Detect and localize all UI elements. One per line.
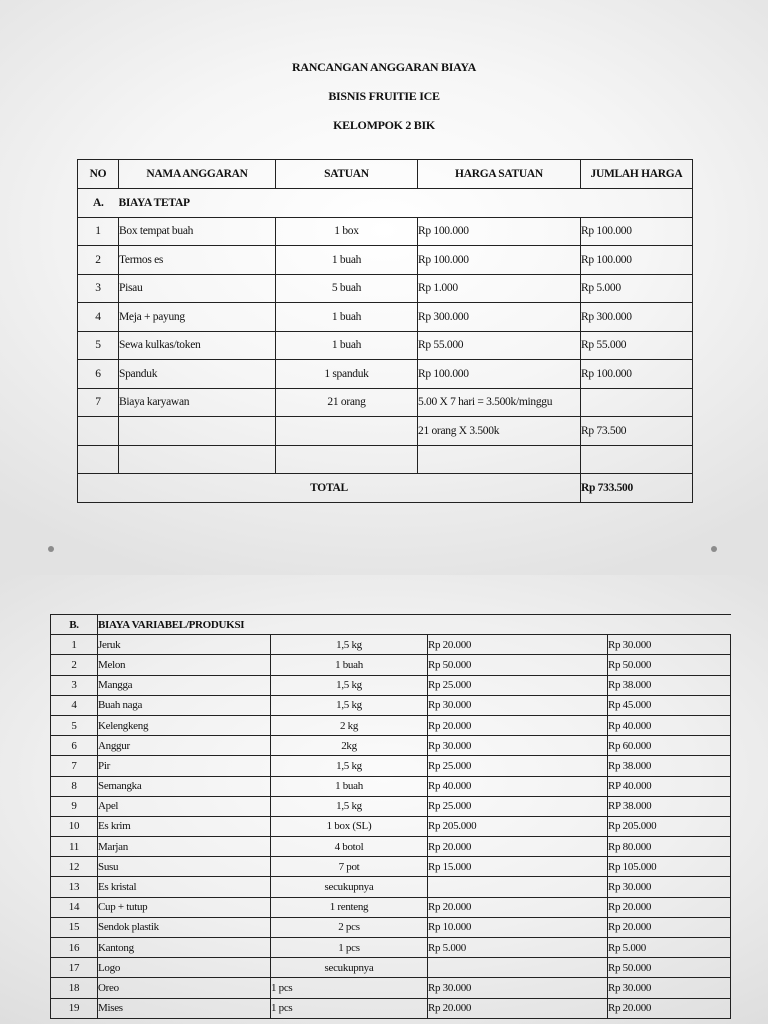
row-name: Susu — [98, 857, 271, 877]
total-label: TOTAL — [78, 474, 581, 503]
row-price: Rp 20.000 — [428, 715, 608, 735]
row-total: Rp 20.000 — [608, 998, 731, 1018]
row-name: Biaya karyawan — [119, 388, 276, 417]
row-no: 15 — [51, 917, 98, 937]
row-no: 2 — [78, 246, 119, 275]
row-total — [581, 388, 693, 417]
table-row — [78, 274, 693, 303]
row-unit: 1,5 kg — [271, 675, 428, 695]
row-name: Oreo — [98, 978, 271, 998]
table-row — [51, 715, 731, 735]
table-row — [78, 417, 693, 446]
col-header-total: JUMLAH HARGA — [581, 160, 693, 189]
row-no: 18 — [51, 978, 98, 998]
row-price: Rp 20.000 — [428, 998, 608, 1018]
row-no: 3 — [51, 675, 98, 695]
row-price: Rp 5.000 — [428, 938, 608, 958]
row-name: Anggur — [98, 736, 271, 756]
row-name: Sendok plastik — [98, 917, 271, 937]
row-total: Rp 55.000 — [581, 331, 693, 360]
row-price: Rp 300.000 — [418, 303, 581, 332]
row-total: Rp 38.000 — [608, 756, 731, 776]
row-total — [581, 445, 693, 474]
row-name: Mangga — [98, 675, 271, 695]
row-name: Spanduk — [119, 360, 276, 389]
row-price: Rp 30.000 — [428, 978, 608, 998]
row-total: Rp 100.000 — [581, 217, 693, 246]
row-unit: 2kg — [271, 736, 428, 756]
row-price: Rp 20.000 — [428, 837, 608, 857]
row-name — [119, 445, 276, 474]
table-row — [78, 331, 693, 360]
row-price: Rp 1.000 — [418, 274, 581, 303]
row-unit: 1 buah — [271, 655, 428, 675]
row-no: 3 — [78, 274, 119, 303]
row-total: RP 38.000 — [608, 796, 731, 816]
row-no: 1 — [51, 635, 98, 655]
row-name: Semangka — [98, 776, 271, 796]
row-price: Rp 25.000 — [428, 756, 608, 776]
row-no: 17 — [51, 958, 98, 978]
row-total: Rp 50.000 — [608, 655, 731, 675]
row-unit: 5 buah — [276, 274, 418, 303]
row-name: Marjan — [98, 837, 271, 857]
table-row — [51, 776, 731, 796]
row-total: Rp 80.000 — [608, 837, 731, 857]
row-name: Melon — [98, 655, 271, 675]
row-name: Mises — [98, 998, 271, 1018]
row-total: Rp 45.000 — [608, 695, 731, 715]
table-row — [78, 360, 693, 389]
row-unit: 1 buah — [276, 246, 418, 275]
row-price: Rp 100.000 — [418, 217, 581, 246]
row-total: Rp 20.000 — [608, 917, 731, 937]
row-unit: 2 kg — [271, 715, 428, 735]
row-total: Rp 205.000 — [608, 816, 731, 836]
row-price: Rp 15.000 — [428, 857, 608, 877]
row-name: Kelengkeng — [98, 715, 271, 735]
row-total: Rp 60.000 — [608, 736, 731, 756]
row-price: Rp 205.000 — [428, 816, 608, 836]
row-price — [418, 445, 581, 474]
row-no: 9 — [51, 796, 98, 816]
row-price: Rp 55.000 — [418, 331, 581, 360]
table-row — [51, 816, 731, 836]
row-total: Rp 100.000 — [581, 360, 693, 389]
row-price: Rp 10.000 — [428, 917, 608, 937]
fixed-costs-table — [77, 159, 693, 503]
row-name: Es kristal — [98, 877, 271, 897]
doc-subtitle: BISNIS FRUITIE ICE — [328, 89, 440, 103]
row-unit: 4 botol — [271, 837, 428, 857]
row-no: 14 — [51, 897, 98, 917]
section-code: B. — [51, 615, 98, 635]
section-code: A. — [78, 189, 119, 218]
section-row-b — [51, 615, 731, 635]
row-no: 5 — [51, 715, 98, 735]
table-row — [51, 796, 731, 816]
row-total: Rp 40.000 — [608, 715, 731, 735]
row-no: 12 — [51, 857, 98, 877]
row-no: 4 — [51, 695, 98, 715]
row-total: Rp 5.000 — [608, 938, 731, 958]
table-row — [51, 695, 731, 715]
table-row — [51, 998, 731, 1018]
row-name: Buah naga — [98, 695, 271, 715]
row-no: 6 — [78, 360, 119, 389]
row-no: 19 — [51, 998, 98, 1018]
row-total: Rp 73.500 — [581, 417, 693, 446]
row-name: Apel — [98, 796, 271, 816]
row-unit: secukupnya — [271, 877, 428, 897]
row-unit: 1 spanduk — [276, 360, 418, 389]
col-header-price: HARGA SATUAN — [418, 160, 581, 189]
table-row — [51, 897, 731, 917]
table-row — [51, 635, 731, 655]
row-price: 21 orang X 3.500k — [418, 417, 581, 446]
table-row — [51, 857, 731, 877]
row-no: 6 — [51, 736, 98, 756]
row-name — [119, 417, 276, 446]
row-no: 1 — [78, 217, 119, 246]
row-name: Box tempat buah — [119, 217, 276, 246]
row-no: 13 — [51, 877, 98, 897]
row-price: Rp 20.000 — [428, 897, 608, 917]
row-total: RP 40.000 — [608, 776, 731, 796]
row-unit: 1 pcs — [271, 978, 428, 998]
col-header-no: NO — [78, 160, 119, 189]
row-total: Rp 38.000 — [608, 675, 731, 695]
table-header-row — [78, 160, 693, 189]
section-row-a — [78, 189, 693, 218]
row-name: Sewa kulkas/token — [119, 331, 276, 360]
section-label: BIAYA VARIABEL/PRODUKSI — [98, 615, 731, 635]
row-unit: 21 orang — [276, 388, 418, 417]
variable-costs-table — [50, 614, 731, 1019]
row-no: 2 — [51, 655, 98, 675]
table-row — [51, 837, 731, 857]
row-total: Rp 300.000 — [581, 303, 693, 332]
row-name: Jeruk — [98, 635, 271, 655]
row-price: Rp 100.000 — [418, 246, 581, 275]
slide-bullet-dot — [711, 546, 717, 552]
row-unit: 1 buah — [271, 776, 428, 796]
row-name: Pisau — [119, 274, 276, 303]
row-unit — [276, 445, 418, 474]
row-no: 7 — [51, 756, 98, 776]
row-name: Cup + tutup — [98, 897, 271, 917]
row-unit: 7 pot — [271, 857, 428, 877]
row-price: Rp 25.000 — [428, 675, 608, 695]
table-row — [51, 736, 731, 756]
row-name: Es krim — [98, 816, 271, 836]
row-price: Rp 30.000 — [428, 736, 608, 756]
row-total: Rp 30.000 — [608, 978, 731, 998]
row-price: Rp 20.000 — [428, 635, 608, 655]
row-unit: 1 pcs — [271, 938, 428, 958]
row-total: Rp 30.000 — [608, 635, 731, 655]
row-no: 8 — [51, 776, 98, 796]
row-name: Logo — [98, 958, 271, 978]
row-unit: 1,5 kg — [271, 635, 428, 655]
row-no: 10 — [51, 816, 98, 836]
row-total: Rp 20.000 — [608, 897, 731, 917]
total-row — [78, 474, 693, 503]
row-unit: 1,5 kg — [271, 796, 428, 816]
row-unit: 2 pcs — [271, 917, 428, 937]
row-no: 16 — [51, 938, 98, 958]
row-unit: 1 pcs — [271, 998, 428, 1018]
row-no: 11 — [51, 837, 98, 857]
table-row — [78, 303, 693, 332]
slide-bullet-dot — [48, 546, 54, 552]
table-row — [78, 445, 693, 474]
table-row — [51, 756, 731, 776]
doc-group: KELOMPOK 2 BIK — [333, 118, 435, 132]
table-row — [51, 978, 731, 998]
table-row — [78, 217, 693, 246]
col-header-unit: SATUAN — [276, 160, 418, 189]
row-no: 5 — [78, 331, 119, 360]
row-unit: 1 box — [276, 217, 418, 246]
row-unit: secukupnya — [271, 958, 428, 978]
row-price: Rp 50.000 — [428, 655, 608, 675]
row-unit: 1 buah — [276, 303, 418, 332]
row-name: Pir — [98, 756, 271, 776]
table-row — [51, 917, 731, 937]
row-unit — [276, 417, 418, 446]
row-price: Rp 30.000 — [428, 695, 608, 715]
row-price: Rp 25.000 — [428, 796, 608, 816]
row-no: 4 — [78, 303, 119, 332]
table-row — [51, 938, 731, 958]
table-row — [51, 877, 731, 897]
table-row — [78, 246, 693, 275]
row-unit: 1,5 kg — [271, 695, 428, 715]
row-total: Rp 105.000 — [608, 857, 731, 877]
row-name: Kantong — [98, 938, 271, 958]
row-total: Rp 5.000 — [581, 274, 693, 303]
row-unit: 1,5 kg — [271, 756, 428, 776]
total-value: Rp 733.500 — [581, 474, 693, 503]
row-price — [428, 958, 608, 978]
col-header-name: NAMA ANGGARAN — [119, 160, 276, 189]
table-row — [78, 388, 693, 417]
table-row — [51, 655, 731, 675]
row-total: Rp 30.000 — [608, 877, 731, 897]
row-price: Rp 40.000 — [428, 776, 608, 796]
row-price: Rp 100.000 — [418, 360, 581, 389]
row-unit: 1 box (SL) — [271, 816, 428, 836]
doc-title: RANCANGAN ANGGARAN BIAYA — [292, 60, 476, 74]
row-no — [78, 445, 119, 474]
row-price — [428, 877, 608, 897]
row-total: Rp 50.000 — [608, 958, 731, 978]
row-price: 5.00 X 7 hari = 3.500k/minggu — [418, 388, 581, 417]
table-row — [51, 958, 731, 978]
row-name: Meja + payung — [119, 303, 276, 332]
table-row — [51, 675, 731, 695]
row-total: Rp 100.000 — [581, 246, 693, 275]
section-label: BIAYA TETAP — [119, 189, 693, 218]
row-name: Termos es — [119, 246, 276, 275]
row-unit: 1 buah — [276, 331, 418, 360]
row-no — [78, 417, 119, 446]
row-unit: 1 renteng — [271, 897, 428, 917]
row-no: 7 — [78, 388, 119, 417]
